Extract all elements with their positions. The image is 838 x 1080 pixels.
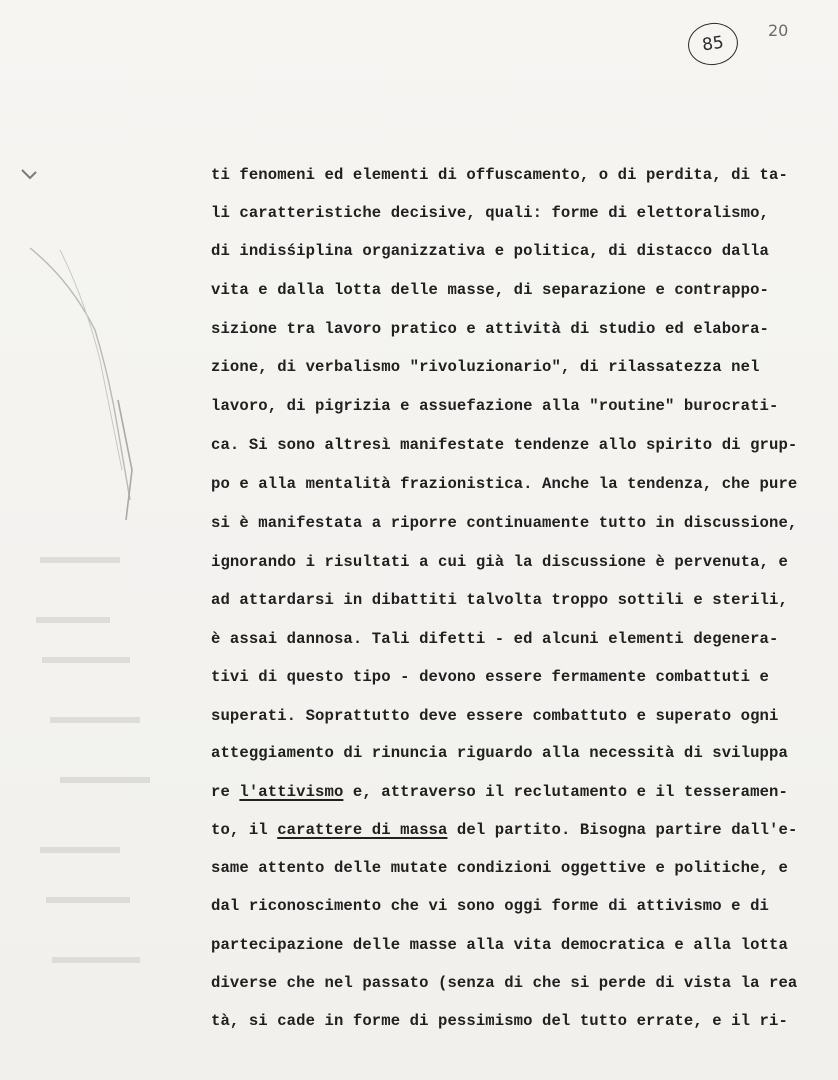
text-line: superati. Soprattutto deve essere combattuto e superato ogni: [211, 707, 779, 725]
text-line: [211, 783, 836, 807]
text-line: lavoro, di pigrizia e assuefazione alla "routine" burocrati-: [211, 397, 779, 415]
text-line: ca. Si sono altresì manifestate tendenze allo spirito di grup-: [211, 436, 798, 454]
text-line: ti fenomeni ed elementi di offuscamento, o di perdita, di ta-: [211, 166, 788, 184]
text-line: zione, di verbalismo "rivoluzionario", di rilassatezza nel: [211, 358, 760, 376]
archive-stamp-circle: [685, 20, 740, 69]
text-line: atteggiamento di rinuncia riguardo alla necessità di sviluppa: [211, 744, 788, 762]
page-number: 20: [768, 21, 789, 40]
text-segment: del partito. Bisogna partire dall'e-: [447, 821, 798, 839]
text-line: tà, si cade in forme di pessimismo del tutto errate, e il ri-: [211, 1012, 788, 1030]
underlined-term: l'attivismo: [239, 783, 344, 801]
text-segment: re: [211, 783, 240, 801]
text-line: po e alla mentalità frazionistica. Anche la tendenza, che pure: [211, 475, 798, 493]
stamp-number: 85: [700, 32, 726, 56]
text-line: tivi di questo tipo - devono essere fermamente combattuti e: [211, 668, 770, 686]
text-line: di indisśiplina organizzativa e politica, di distacco dalla: [211, 242, 770, 260]
text-line: ad attardarsi in dibattiti talvolta troppo sottili e sterili,: [211, 591, 788, 609]
text-line: same attento delle mutate condizioni oggettive e politiche, e: [211, 859, 788, 877]
text-line: partecipazione delle masse alla vita democratica e alla lotta: [211, 936, 788, 954]
text-line: dal riconoscimento che vi sono oggi forme di attivismo e di: [211, 897, 770, 915]
text-line: si è manifestata a riporre continuamente tutto in discussione,: [211, 514, 798, 532]
text-line: vita e dalla lotta delle masse, di separazione e contrappo-: [211, 281, 770, 299]
text-line: diverse che nel passato (senza di che si perde di vista la rea: [211, 974, 798, 992]
text-line: [211, 821, 836, 845]
text-segment: to, il: [211, 821, 278, 839]
text-line: è assai dannosa. Tali difetti - ed alcuni elementi degenera-: [211, 630, 779, 648]
bleed-through-marks: [0, 0, 160, 1080]
text-segment: e, attraverso il reclutamento e il tesseramen-: [343, 783, 788, 801]
text-line: ignorando i risultati a cui già la discussione è pervenuta, e: [211, 553, 788, 571]
text-line: li caratteristiche decisive, quali: forme di elettoralismo,: [211, 204, 770, 222]
underlined-term: carattere di massa: [277, 821, 448, 839]
text-line: sizione tra lavoro pratico e attività di studio ed elabora-: [211, 320, 770, 338]
